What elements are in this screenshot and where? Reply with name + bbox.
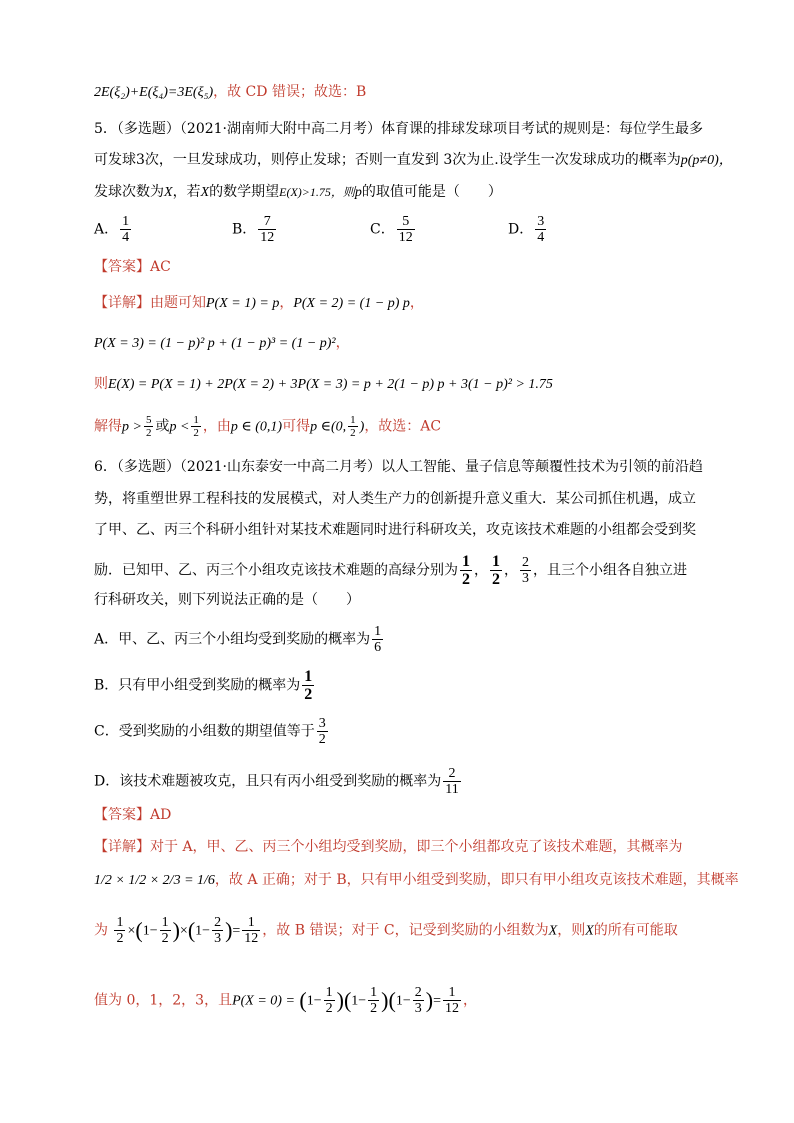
q6-option-c	[94, 716, 330, 747]
q6-line5-text: 行科研攻关，则下列说法正确的是（ ）	[94, 592, 360, 608]
q5-detail2-formula: P(X = 3) = (1 − p)² p + (1 − p)³ = (1 − p)²	[94, 336, 336, 351]
q5-line1	[94, 119, 703, 139]
q5-solve	[94, 414, 441, 439]
q6-number: 6．	[94, 459, 117, 475]
q6-answer-value: AD	[150, 807, 172, 823]
q6-answer	[94, 805, 171, 825]
q6-option-a-den: 6	[374, 640, 382, 655]
q6-line4-f1-den: 2	[462, 571, 470, 588]
q5-option-b-num: 7	[263, 214, 271, 229]
q5-solve-lead: 解得	[94, 418, 122, 435]
q6-detail4-p: P(X = 0) =	[232, 993, 295, 1009]
q5-solve-end: ，故选：AC	[364, 418, 442, 435]
q6-line4-f2-num: 1	[492, 553, 500, 570]
q5-solve-p2: p <	[169, 419, 190, 435]
q5-solve-can: 可得	[282, 418, 311, 435]
q5-answer	[94, 257, 171, 277]
q6-detail3-x: X	[548, 923, 558, 939]
q6-option-a-text: A．甲、乙、丙三个小组均受到奖励的概率为	[94, 631, 371, 648]
q5-option-a	[94, 214, 133, 245]
q6-line4b: ，且三个小组各自独立进	[533, 562, 687, 579]
q5-solve-p3: p ∈	[310, 419, 331, 435]
q5-detail3	[94, 374, 553, 395]
q5-detail2-end: ，	[335, 335, 350, 351]
q6-answer-tag: 【答案】	[94, 807, 150, 823]
q5-solve-mid: ，由	[202, 418, 231, 435]
q5-answer-tag: 【答案】	[94, 259, 150, 275]
q5-detail-tag: 【详解】	[94, 295, 150, 311]
q6-detail3-then: ，则	[557, 922, 586, 939]
q6-line4: 励．已知甲、乙、丙三个小组攻克该技术难题的高绿分别为 $\frac{1}{2}$ ， $\frac{1}{2}$ ， $\frac{2}{3}$ ，且三个小组各自独立进	[94, 553, 687, 588]
q6-option-b-num: 1	[304, 668, 313, 685]
q6-line4a: 励．已知甲、乙、丙三个小组攻克该技术难题的高绿分别为	[94, 562, 458, 579]
q5-line3e: 的取值可能是（ ）	[361, 184, 502, 200]
q6-option-d-den: 11	[445, 782, 459, 797]
q6-line1	[94, 457, 703, 477]
q6-detail1-text: 对于 A，甲、乙、丙三个小组均受到奖励，即三个小组都攻克了该技术难题，其概率为	[150, 839, 683, 855]
q5-option-d	[508, 214, 548, 245]
q5-detail1-a: P(X = 1) = p	[206, 296, 280, 311]
q5-solve-p1: p >	[122, 419, 142, 435]
q6-line2	[94, 489, 696, 509]
q5-line3	[94, 182, 502, 203]
q6-detail2-text: ，故 A 正确；对于 B，只有甲小组受到奖励，即只有甲小组攻克该技术难题，其概率	[214, 872, 739, 888]
q6-line3	[94, 520, 696, 540]
q6-detail3-x2: X	[585, 923, 594, 939]
q5-detail2	[94, 333, 350, 354]
q6-option-b	[94, 668, 316, 703]
q6-option-d-num: 2	[448, 766, 456, 781]
q6-line2-text: 势，将重塑世界工程科技的发展模式，对人类生产力的创新提升意义重大．某公司抓住机遇，成立	[94, 491, 696, 507]
q6-detail3-text: ，故 B 错误；对于 C，记受到奖励的小组数为	[262, 922, 549, 939]
q5-detail1-text: 由题可知	[150, 295, 206, 311]
q5-line2	[94, 150, 733, 171]
q5-solve-or: 或	[155, 418, 170, 435]
q6-detail-tag: 【详解】	[94, 839, 150, 855]
q5-detail3-lead: 则	[94, 376, 108, 392]
q6-tag: （多选题）（2021·山东泰安一中高二月考）	[116, 459, 381, 475]
q6-line3-text: 了甲、乙、丙三个科研小组针对某技术难题同时进行科研攻关，攻克该技术难题的小组都会受到奖	[94, 522, 696, 538]
q6-detail3: 为 $\frac{1}{2}$ ×(1− $\frac{1}{2}$ )×(1− $\frac{2}{3}$ )= $\frac{1}{12}$ ，故 B 错误；对于 C，记受到奖励的小组数为X，则X的所有可能取	[94, 915, 678, 946]
q6-line4-f2-den: 2	[492, 571, 500, 588]
q6-option-b-text: B．只有甲小组受到奖励的概率为	[94, 677, 301, 694]
q6-line4-f1-num: 1	[462, 553, 470, 570]
q5-line2-text: 可发球3次，一旦发球成功，则停止发球；否则一直发到 3次为止.设学生一次发球成功的概率为	[94, 152, 681, 168]
q6-detail2-expr: 1/2 × 1/2 × 2/3 = 1/6	[94, 873, 215, 888]
q5-line1-text: 体育课的排球发球项目考试的规则是：每位学生最多	[381, 121, 703, 137]
q6-option-a	[94, 624, 385, 655]
q5-line3c: 的数学期望	[209, 184, 280, 200]
q6-line4-f3-den: 3	[522, 571, 529, 586]
q6-option-d-text: D．该技术难题被攻克，且只有丙小组受到奖励的概率为	[94, 773, 442, 790]
q6-detail2	[94, 870, 739, 891]
q6-option-c-num: 3	[318, 716, 326, 731]
q5-number: 5．	[94, 121, 117, 137]
q5-solve-f3-num: 1	[350, 414, 356, 426]
q5-var-p: p	[354, 185, 362, 200]
q5-detail1-end: ，	[409, 295, 424, 311]
q5-option-a-num: 1	[122, 214, 130, 229]
q6-option-b-den: 2	[304, 686, 313, 703]
q5-option-c-num: 5	[402, 214, 410, 229]
q6-detail4: 值为 0，1，2，3，且P(X = 0) = (1− $\frac{1}{2}$ )(1− $\frac{1}{2}$ )(1− $\frac{2}{3}$ )= $\frac{1}{12}$ ，	[94, 985, 477, 1016]
q5-option-d-label: D．	[508, 221, 534, 238]
q5-var-x: X	[164, 185, 173, 200]
q5-line3b: ，若	[172, 184, 201, 200]
q5-answer-value: AC	[150, 259, 171, 275]
q6-detail1	[94, 837, 683, 857]
q5-line3d: E(X)>1.75，则	[279, 185, 355, 199]
q5-solve-f1-num: 5	[145, 414, 152, 426]
q5-solve-f3-den: 2	[350, 427, 356, 439]
q5-option-b	[232, 214, 278, 245]
q5-option-a-den: 4	[122, 230, 130, 245]
q6-detail3-lead: 为	[94, 922, 108, 939]
q6-detail4-end: ，	[462, 992, 477, 1009]
q5-line2-math: p(p≠0)，	[680, 153, 733, 168]
q5-solve-f2-num: 1	[193, 414, 199, 426]
q5-solve-close: )	[359, 419, 365, 435]
q5-detail1-sep: ，	[279, 295, 294, 311]
q5-option-b-den: 12	[260, 230, 275, 245]
q6-option-a-num: 1	[374, 624, 382, 639]
q5-detail1-b: P(X = 2) = (1 − p) p	[293, 296, 410, 311]
q6-detail3-end: 的所有可能取	[593, 922, 678, 939]
q5-var-x2: X	[200, 185, 210, 200]
q5-option-b-label: B．	[232, 221, 257, 238]
q5-option-a-label: A．	[94, 221, 119, 238]
q5-solve-interval: p ∈ (0,1)	[230, 419, 283, 435]
q5-option-c-den: 12	[398, 230, 413, 245]
top-formula: 2E(ξ₂)+E(ξ₄)=3E(ξ₅)	[94, 85, 214, 100]
q5-solve-f1-den: 2	[145, 427, 152, 439]
q6-line1-text: 以人工智能、量子信息等颠覆性技术为引领的前沿趋	[381, 459, 703, 475]
top-conclusion: ，故 CD 错误；故选：B	[213, 84, 367, 100]
q5-solve-open: (0,	[330, 419, 347, 435]
q5-line3a: 发球次数为	[94, 184, 164, 200]
q6-option-c-den: 2	[318, 732, 326, 747]
q6-line4-f3-num: 2	[522, 555, 529, 570]
q6-line5	[94, 590, 360, 610]
q5-option-d-num: 3	[537, 214, 545, 229]
q6-detail4-lead: 值为 0，1，2，3，且	[94, 992, 233, 1009]
top-line	[94, 82, 366, 103]
q5-solve-f2-den: 2	[193, 427, 199, 439]
q5-tag: （多选题）（2021·湖南师大附中高二月考）	[116, 121, 381, 137]
q5-detail1	[94, 293, 424, 314]
q6-option-c-text: C．受到奖励的小组数的期望值等于	[94, 723, 315, 740]
q5-option-d-den: 4	[537, 230, 545, 245]
q5-option-c	[370, 214, 417, 245]
q5-detail3-formula: E(X) = P(X = 1) + 2P(X = 2) + 3P(X = 3) = p + 2(1 − p) p + 3(1 − p)² > 1.75	[108, 377, 553, 392]
q5-option-c-label: C．	[370, 221, 395, 238]
q6-option-d	[94, 766, 463, 797]
